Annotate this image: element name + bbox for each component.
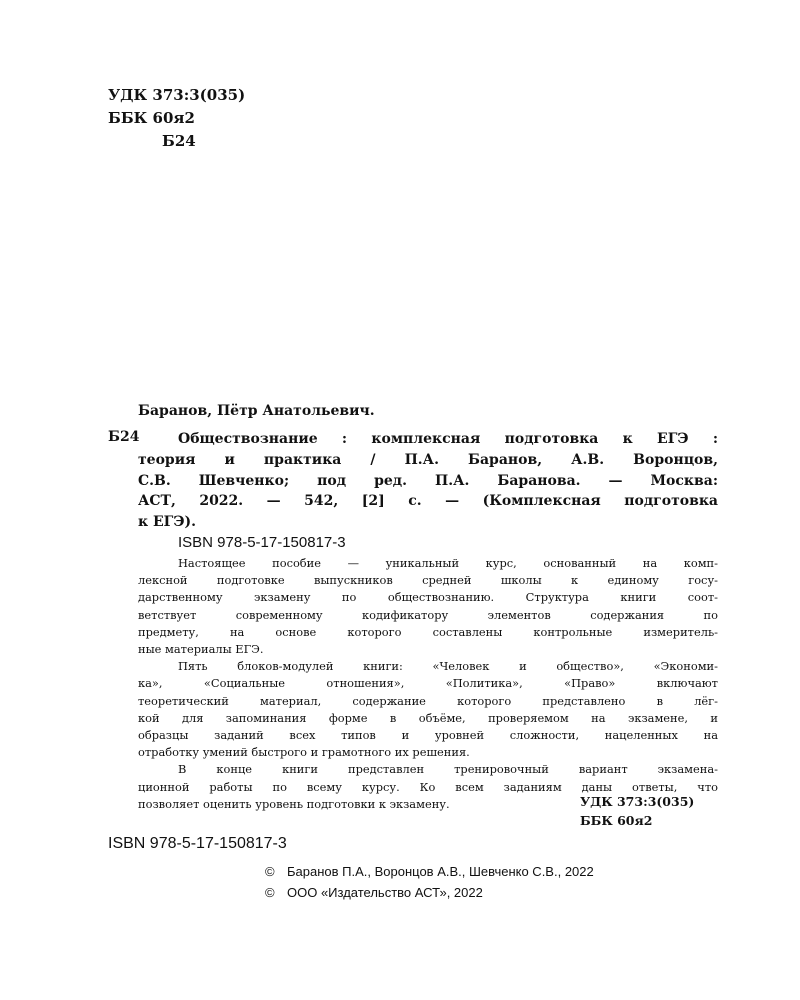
annotation-line: отработку умений быстрого и грамотного их решения. xyxy=(138,745,470,760)
annotation-line: ка», «Социальные отношения», «Политика», «Право» включают xyxy=(138,676,718,691)
annotation-line: дарственному экзамену по обществознанию. Структура книги соот- xyxy=(138,590,718,605)
copyright-symbol: © xyxy=(265,864,275,879)
bbk-code: ББК 60я2 xyxy=(108,109,195,127)
bibliographic-citation xyxy=(138,429,718,533)
citation-line: С.В. Шевченко; под ред. П.А. Баранова. — Москва: xyxy=(138,472,718,489)
copyright-block xyxy=(265,861,594,903)
citation-line: АСТ, 2022. — 542, [2] с. — (Комплексная подготовка xyxy=(138,493,718,510)
record-author-mark: Б24 xyxy=(108,429,140,445)
annotation-line: ные материалы ЕГЭ. xyxy=(138,642,264,657)
annotation-line: В конце книги представлен тренировочный вариант экзамена- xyxy=(178,762,718,777)
annotation-line: образцы заданий всех типов и уровней сложности, нацеленных на xyxy=(138,728,718,743)
author-mark: Б24 xyxy=(162,132,196,150)
annotation xyxy=(138,555,718,813)
udk-code: УДК 373:3(035) xyxy=(108,86,246,104)
author-heading: Баранов, Пётр Анатольевич. xyxy=(138,403,375,419)
isbn-main: ISBN 978-5-17-150817-3 xyxy=(108,835,287,852)
classification-repeat xyxy=(580,792,694,830)
annotation-line: Пять блоков-модулей книги: «Человек и общество», «Экономи- xyxy=(178,659,718,674)
bbk-code: ББК 60я2 xyxy=(580,813,653,828)
annotation-line: Настоящее пособие — уникальный курс, основанный на комп- xyxy=(178,556,718,570)
annotation-line: лексной подготовке выпускников средней школы к единому госу- xyxy=(138,573,718,588)
record-isbn: ISBN 978-5-17-150817-3 xyxy=(178,534,346,551)
citation-line: теория и практика / П.А. Баранов, А.В. Воронцов, xyxy=(138,451,718,468)
udk-code: УДК 373:3(035) xyxy=(580,794,695,809)
annotation-line: ветствует современному кодификатору элементов содержания по xyxy=(138,607,718,622)
annotation-line: ционной работы по всему курсу. Ко всем заданиям даны ответы, что xyxy=(138,779,718,794)
copyright-authors: Баранов П.А., Воронцов А.В., Шевченко С.В., 2022 xyxy=(287,864,594,879)
copyright-publisher-line xyxy=(265,882,594,903)
annotation-line: позволяет оценить уровень подготовки к экзамену. xyxy=(138,796,450,811)
citation-line: к ЕГЭ). xyxy=(138,514,196,531)
copyright-authors-line xyxy=(265,861,594,882)
classification-block xyxy=(108,84,245,153)
copyright-symbol: © xyxy=(265,885,275,900)
annotation-line: предмету, на основе которого составлены контрольные измеритель- xyxy=(138,624,718,639)
copyright-publisher: ООО «Издательство АСТ», 2022 xyxy=(287,885,483,900)
annotation-line: теоретический материал, содержание которого представлено в лёг- xyxy=(138,693,718,708)
annotation-line: кой для запоминания форме в объёме, проверяемом на экзамене, и xyxy=(138,710,718,725)
citation-line: Обществознание : комплексная подготовка к ЕГЭ : xyxy=(178,431,718,447)
